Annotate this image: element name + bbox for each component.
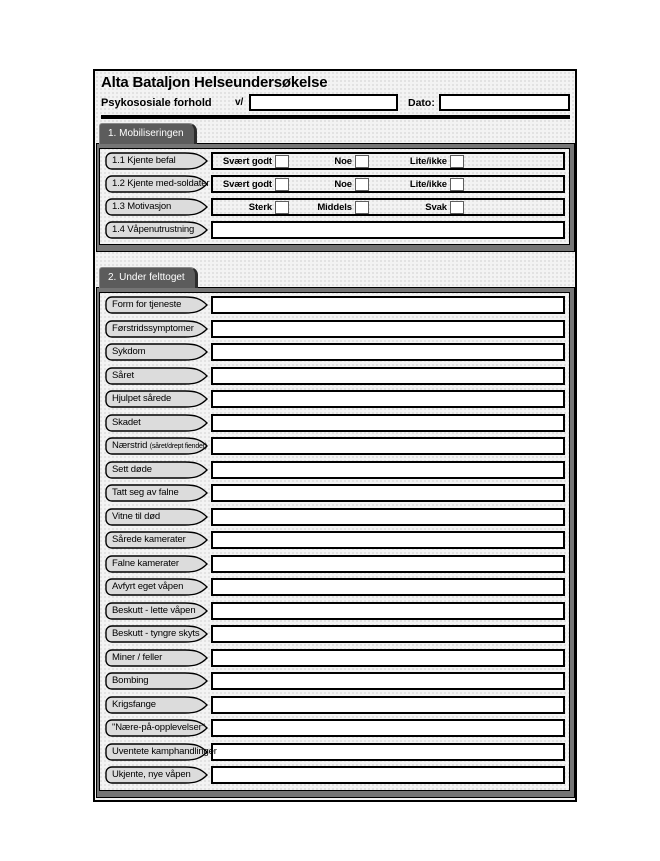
field-label: Sett døde [112,463,152,475]
field-label: Falne kamerater [112,557,179,569]
form-row [105,602,565,620]
checkbox[interactable] [355,178,369,191]
checkbox[interactable] [355,201,369,214]
section-tab-under-felttoget: 2. Under felttoget [99,267,198,288]
field-label: Sårede kamerater [112,534,186,545]
form-row [105,484,565,502]
text-input[interactable] [211,414,565,432]
field-label: Hjulpet sårede [112,393,172,404]
field-label: Uventete kamphandlinger [112,745,217,757]
form-row [105,649,565,667]
field-label-tag [105,221,208,239]
field-label: 1.2 Kjente med-soldater [112,178,210,189]
field-label-tag [105,696,208,714]
by-input[interactable] [249,94,398,111]
form-row [105,625,565,643]
form-row [105,696,565,714]
form-row [105,555,565,573]
text-input[interactable] [211,625,565,643]
form-row [105,221,565,239]
text-input[interactable] [211,437,565,455]
field-label-tag [105,461,208,479]
field-label: Bombing [112,675,149,686]
text-input[interactable] [211,484,565,502]
field-label: 1.4 Våpenutrustning [112,224,195,235]
checkbox[interactable] [355,155,369,168]
text-input[interactable] [211,531,565,549]
by-label: v/ [235,97,244,108]
form-subheader-row [101,94,570,111]
checkbox[interactable] [450,178,464,191]
form-row [105,672,565,690]
form-row [105,508,565,526]
field-label: Skadet [112,416,141,428]
field-label-tag [105,320,208,338]
field-label: Form for tjeneste [112,299,182,310]
form-row [105,390,565,408]
option-label: Svært godt [222,155,272,167]
field-label-tag [105,390,208,408]
text-input[interactable] [211,649,565,667]
text-input[interactable] [211,320,565,338]
rating-row [105,198,565,216]
field-label-tag [105,437,208,455]
field-label: Miner / feller [112,651,163,663]
field-label: Beskutt - tyngre skyts [112,628,200,639]
text-input[interactable] [211,672,565,690]
field-label-tag [105,484,208,502]
checkbox[interactable] [275,178,289,191]
option-label: Svak [425,201,447,213]
date-label: Dato: [408,96,435,109]
form-page [93,69,577,802]
text-input[interactable] [211,367,565,385]
form-row [105,320,565,338]
section-panel-mobiliseringen [97,144,574,251]
field-label: Tatt seg av falne [112,487,179,498]
field-label: Beskutt - lette våpen [112,604,196,616]
text-input[interactable] [211,602,565,620]
form-header [95,71,575,119]
field-label-tag [105,343,208,361]
field-label: 1.1 Kjente befal [112,155,176,166]
text-input[interactable] [211,508,565,526]
field-label: Førstridssymptomer [112,322,194,334]
form-subtitle: Psykososiale forhold [101,96,212,109]
field-label-tag [105,508,208,526]
form-row [105,437,565,455]
text-input[interactable] [211,578,565,596]
field-label-note: (såret/drept fiender) [149,443,207,450]
checkbox[interactable] [275,201,289,214]
field-label-tag [105,625,208,643]
text-input[interactable] [211,555,565,573]
form-row [105,743,565,761]
field-label-tag [105,175,208,193]
rating-options [211,198,565,216]
checkbox[interactable] [450,201,464,214]
field-label-tag [105,296,208,314]
header-divider [101,115,570,119]
text-input[interactable] [211,343,565,361]
form-row [105,766,565,784]
text-input[interactable] [211,461,565,479]
option-label: Noe [334,178,352,190]
form-row [105,414,565,432]
field-label-tag [105,649,208,667]
checkbox[interactable] [450,155,464,168]
field-label-tag [105,198,208,216]
field-label: Sykdom [112,346,146,357]
section-tab-mobiliseringen: 1. Mobiliseringen [99,123,197,144]
option-label: Sterk [248,201,272,213]
option-label: Lite/ikke [409,155,447,167]
form-title: Alta Bataljon Helseundersøkelse [101,74,328,91]
field-label-tag [105,367,208,385]
field-label: "Nære-på-opplevelser" [112,722,205,733]
field-label-tag [105,531,208,549]
field-label: Krigsfange [112,698,156,710]
text-input[interactable] [211,390,565,408]
section-panel-under-felttoget [97,288,574,797]
date-input[interactable] [439,94,570,111]
option-label: Middels [317,201,352,213]
form-row [105,367,565,385]
option-label: Lite/ikke [409,178,447,190]
form-row [105,531,565,549]
form-row [105,461,565,479]
form-row [105,343,565,361]
field-label: Avfyrt eget våpen [112,581,184,592]
field-label: Nærstrid (såret/drept fiender) [112,440,207,451]
field-label-tag [105,602,208,620]
field-label-tag [105,555,208,573]
form-row [105,296,565,314]
checkbox[interactable] [275,155,289,168]
field-label-tag [105,152,208,170]
rating-options [211,175,565,193]
rating-options [211,152,565,170]
text-input[interactable] [211,296,565,314]
rating-row [105,152,565,170]
field-label-tag [105,743,217,761]
text-input[interactable] [211,719,565,737]
option-label: Noe [334,155,352,167]
text-input[interactable] [211,696,565,714]
field-label: Vitne til død [112,510,161,522]
text-input[interactable] [211,743,565,761]
field-label-tag [105,672,208,690]
form-row [105,719,565,737]
field-label: 1.3 Motivasjon [112,201,172,212]
field-label: Såret [112,369,134,381]
text-input[interactable] [211,766,565,784]
option-label: Svært godt [222,178,272,190]
field-label-tag [105,766,208,784]
field-label-tag [105,719,208,737]
form-row [105,578,565,596]
field-label-tag [105,414,208,432]
rating-row [105,175,565,193]
field-label-tag [105,578,208,596]
field-label: Ukjente, nye våpen [112,769,191,780]
text-input[interactable] [211,221,565,239]
